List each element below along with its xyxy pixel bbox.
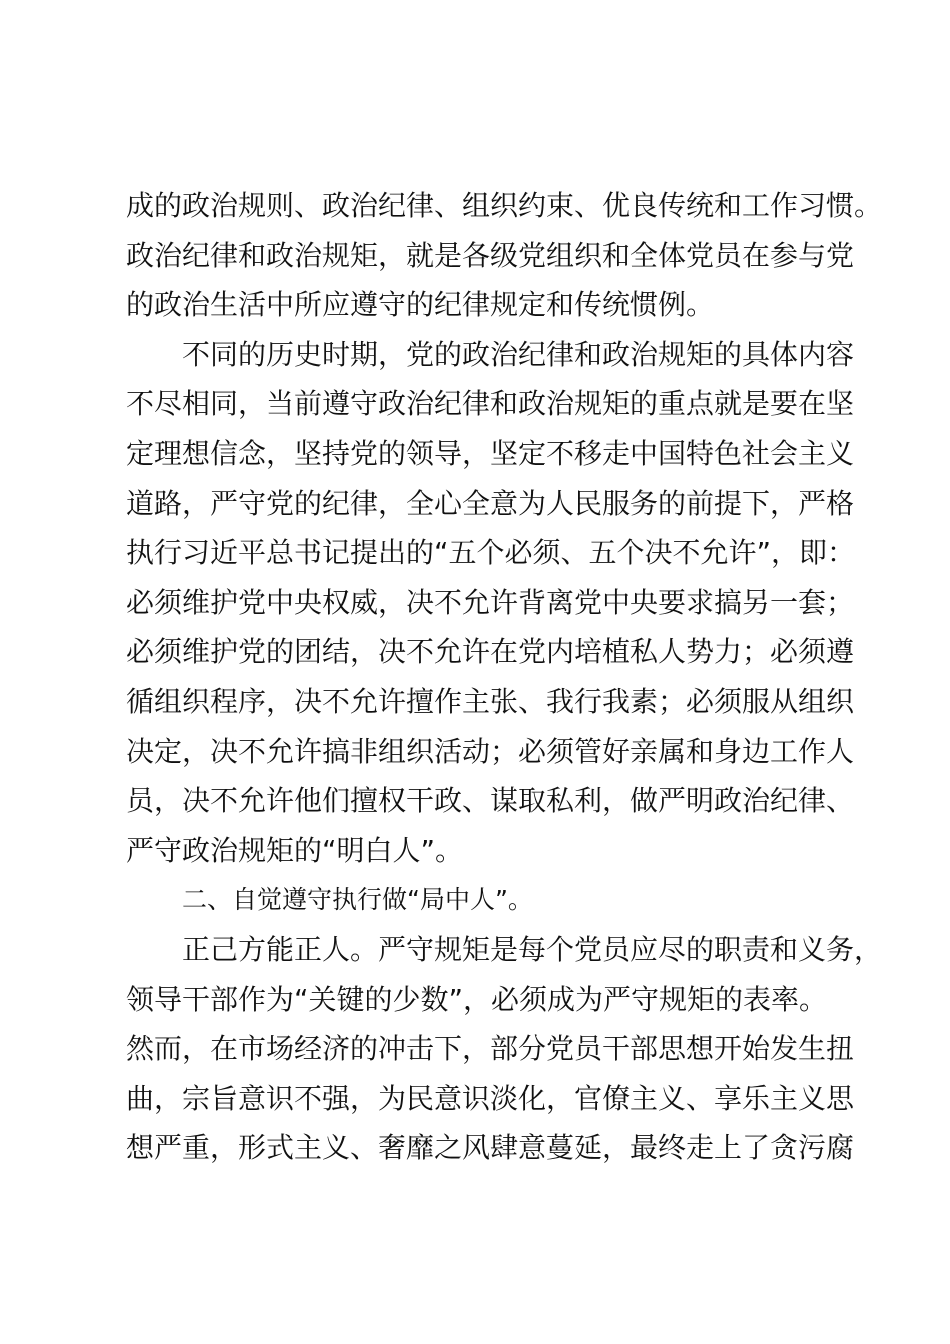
text-line: 不尽相同，当前遵守政治纪律和政治规矩的重点就是要在坚 — [126, 387, 855, 421]
body-text — [126, 181, 883, 1173]
text-line: 道路，严守党的纪律，全心全意为人民服务的前提下，严格 — [126, 486, 855, 520]
text-line: 员，决不允许他们擅权干政、谋取私利，做严明政治纪律、 — [126, 784, 855, 818]
text-line: 的政治生活中所应遵守的纪律规定和传统惯例。 — [126, 288, 715, 322]
text-line: 然而，在市场经济的冲击下，部分党员干部思想开始发生扭 — [126, 1032, 855, 1066]
paragraph-start-line: 正己方能正人。严守规矩是每个党员应尽的职责和义务， — [182, 932, 883, 966]
text-line: 决定，决不允许搞非组织活动；必须管好亲属和身边工作人 — [126, 734, 855, 768]
section-heading: 二、自觉遵守执行做“局中人”。 — [182, 885, 533, 915]
text-line: 必须维护党中央权威，决不允许背离党中央要求搞另一套； — [126, 585, 855, 619]
text-line: 曲，宗旨意识不强，为民意识淡化，官僚主义、享乐主义思 — [126, 1081, 855, 1115]
text-line: 领导干部作为“关键的少数”，必须成为严守规矩的表率。 — [126, 982, 828, 1016]
paragraph-start-line: 不同的历史时期，党的政治纪律和政治规矩的具体内容 — [182, 337, 855, 371]
text-line: 循组织程序，决不允许擅作主张、我行我素；必须服从组织 — [126, 684, 855, 718]
text-line: 必须维护党的团结，决不允许在党内培植私人势力；必须遵 — [126, 635, 855, 669]
text-line: 严守政治规矩的“明白人”。 — [126, 833, 464, 867]
text-line: 政治纪律和政治规矩，就是各级党组织和全体党员在参与党 — [126, 238, 855, 272]
text-line: 执行习近平总书记提出的“五个必须、五个决不允许”，即： — [126, 536, 856, 570]
text-line: 定理想信念，坚持党的领导，坚定不移走中国特色社会主义 — [126, 436, 855, 470]
text-line: 成的政治规则、政治纪律、组织约束、优良传统和工作习惯。 — [126, 189, 883, 222]
text-line: 想严重，形式主义、奢靡之风肆意蔓延，最终走上了贪污腐 — [126, 1131, 855, 1165]
